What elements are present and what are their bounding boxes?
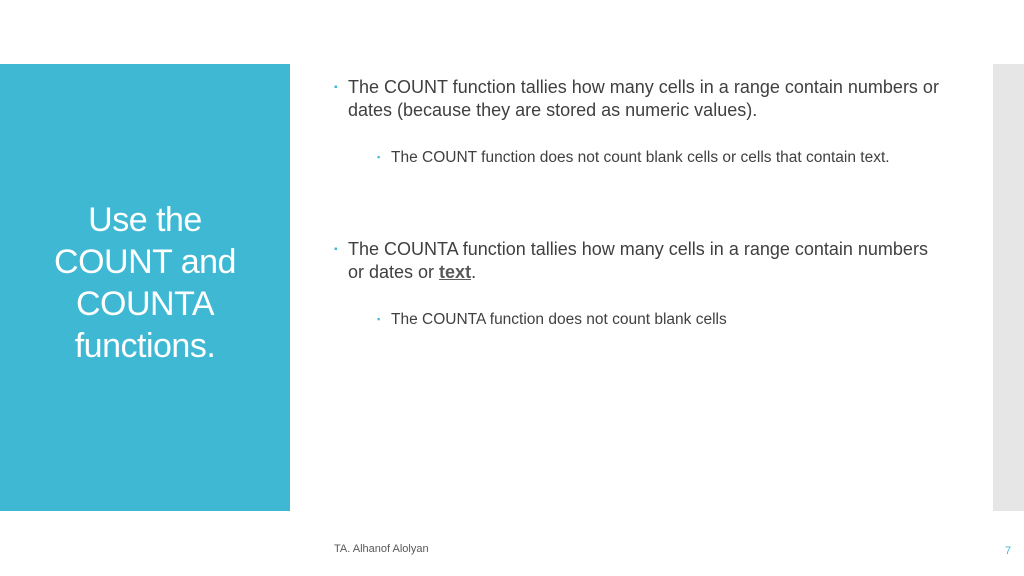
title-panel <box>0 64 290 511</box>
small-square-bullet-icon: ▪ <box>334 82 338 93</box>
bullet-count-text: The COUNT function tallies how many cells in a range contain numbers or dates (because they are stored as numeric values). <box>348 77 939 120</box>
bullet-counta-text-before: The COUNTA function tallies how many cells in a range contain numbers or dates or <box>348 239 928 282</box>
bullet-counta-text-after: . <box>471 262 477 282</box>
footer-author: TA. Alhanof Alolyan <box>334 543 429 555</box>
bullet-counta <box>334 238 944 284</box>
small-square-bullet-icon: ▪ <box>334 244 338 255</box>
sub-bullet-count-text: The COUNT function does not count blank cells or cells that contain text. <box>391 149 890 166</box>
bullet-counta-emphasis: text <box>439 262 472 282</box>
content-area <box>334 76 944 330</box>
sub-bullet-counta-text: The COUNTA function does not count blank cells <box>391 311 727 328</box>
bullet-count <box>334 76 944 122</box>
slide-title: Use the COUNT and COUNTA functions. <box>54 200 236 365</box>
small-square-bullet-icon: ▪ <box>377 314 381 324</box>
right-side-strip <box>993 64 1024 511</box>
page-number: 7 <box>1005 545 1012 557</box>
small-square-bullet-icon: ▪ <box>377 152 381 162</box>
sub-bullet-count <box>377 147 944 168</box>
sub-bullet-counta <box>377 309 944 330</box>
